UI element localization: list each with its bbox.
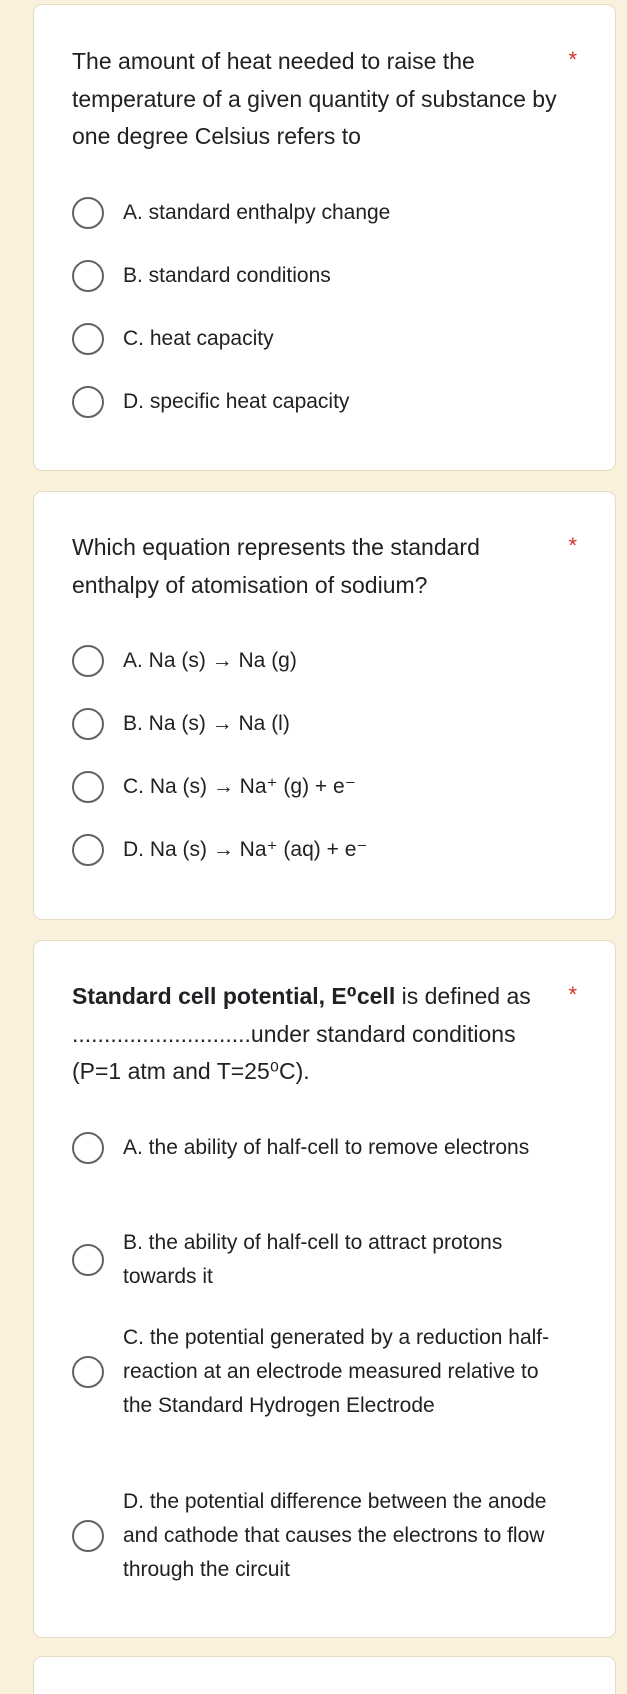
option-d[interactable]: [72, 385, 577, 419]
radio-button[interactable]: [72, 386, 104, 418]
option-label: C. heat capacity: [123, 327, 274, 350]
option-a[interactable]: [72, 644, 577, 678]
radio-button[interactable]: [72, 260, 104, 292]
radio-button[interactable]: [72, 1356, 104, 1388]
required-asterisk: *: [568, 533, 577, 558]
option-label: C. Na (s) → Na⁺ (g) + e⁻: [123, 775, 356, 798]
radio-button[interactable]: [72, 771, 104, 803]
radio-button[interactable]: [72, 645, 104, 677]
radio-button[interactable]: [72, 323, 104, 355]
option-label: B. Na (s) → Na (l): [123, 712, 290, 735]
radio-button[interactable]: [72, 1520, 104, 1552]
question-card-1: [33, 4, 616, 471]
radio-button[interactable]: [72, 1132, 104, 1164]
question-card-4: [33, 1656, 616, 1694]
option-label: A. the ability of half-cell to remove electrons: [123, 1136, 530, 1159]
question-title: Which equation represents the standard enthalpy of atomisation of sodium?: [72, 534, 480, 598]
option-label: D. specific heat capacity: [123, 390, 350, 413]
radio-button[interactable]: [72, 197, 104, 229]
question-title: The amount of heat needed to raise the temperature of a given quantity of substance by one degree Celsius refers to: [72, 48, 557, 149]
question-card-2: [33, 491, 616, 920]
option-b[interactable]: [72, 707, 577, 741]
option-b[interactable]: [72, 1226, 577, 1294]
option-a[interactable]: [72, 196, 577, 230]
question-title-rest: is defined as ............................under standard conditions (P=1 atm and T=25⁰C).: [72, 983, 531, 1084]
question-card-3: [33, 940, 616, 1638]
option-label: D. Na (s) → Na⁺ (aq) + e⁻: [123, 838, 368, 861]
option-d[interactable]: [72, 1485, 577, 1587]
radio-button[interactable]: [72, 708, 104, 740]
option-c[interactable]: [72, 322, 577, 356]
radio-button[interactable]: [72, 1244, 104, 1276]
option-c[interactable]: [72, 770, 577, 804]
radio-button[interactable]: [72, 834, 104, 866]
required-asterisk: *: [568, 47, 577, 72]
option-b[interactable]: [72, 259, 577, 293]
option-label: A. standard enthalpy change: [123, 201, 391, 224]
question-title-bold: Standard cell potential, E⁰cell: [72, 983, 396, 1009]
required-asterisk: *: [568, 982, 577, 1007]
option-c[interactable]: [72, 1321, 577, 1423]
option-label: D. the potential difference between the anode and cathode that causes the electrons to flow through the circuit: [123, 1490, 547, 1581]
option-label: B. the ability of half-cell to attract protons towards it: [123, 1231, 503, 1288]
option-d[interactable]: [72, 833, 577, 867]
option-label: C. the potential generated by a reduction half-reaction at an electrode measured relative to the Standard Hydrogen Electrode: [123, 1326, 550, 1417]
question-title: [72, 978, 562, 1091]
option-a[interactable]: [72, 1131, 577, 1165]
option-label: A. Na (s) → Na (g): [123, 649, 297, 672]
option-label: B. standard conditions: [123, 264, 331, 287]
